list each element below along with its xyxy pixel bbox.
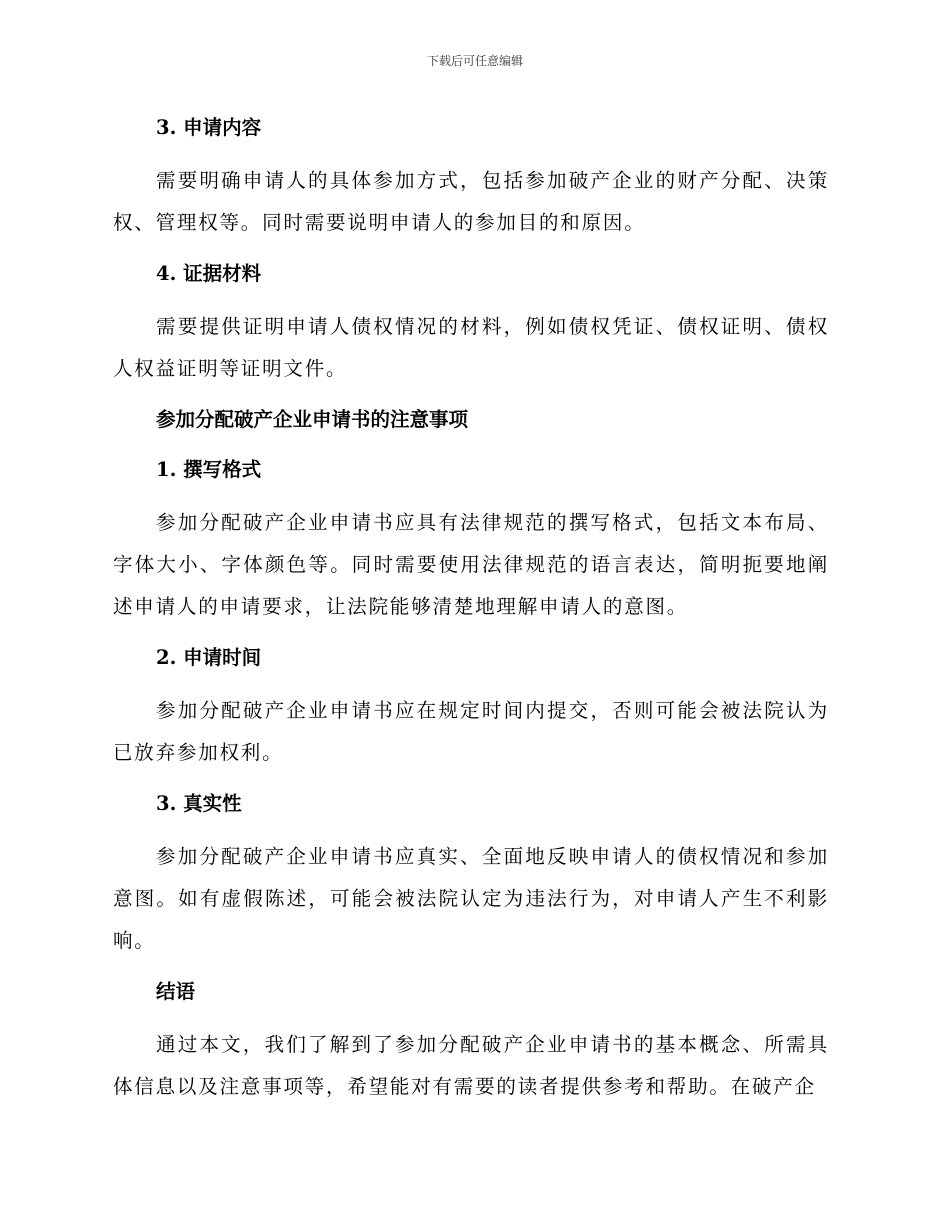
paragraph-authenticity: 参加分配破产企业申请书应真实、全面地反映申请人的债权情况和参加意图。如有虚假陈述，可能会被法院认定为违法行为，对申请人产生不利影响。	[113, 845, 829, 952]
page-header: 下载后可任意编辑	[426, 54, 523, 68]
section-heading-evidence: 4. 证据材料	[156, 262, 262, 285]
paragraph-conclusion: 通过本文，我们了解到了参加分配破产企业申请书的基本概念、所需具体信息以及注意事项等，希望能对有需要的读者提供参考和帮助。在破产企	[113, 1033, 829, 1098]
section-heading-timing: 2. 申请时间	[156, 646, 262, 669]
paragraph-format: 参加分配破产企业申请书应具有法律规范的撰写格式，包括文本布局、字体大小、字体颜色等。同时需要使用法律规范的语言表达，简明扼要地阐述申请人的申请要求，让法院能够清楚地理解申请人的意图。	[113, 511, 829, 618]
section-heading-format: 1. 撰写格式	[156, 458, 262, 481]
section-heading-notes: 参加分配破产企业申请书的注意事项	[156, 408, 469, 431]
document-body	[113, 108, 829, 1108]
section-heading-application-content: 3. 申请内容	[156, 116, 262, 139]
section-heading-authenticity: 3. 真实性	[156, 792, 242, 815]
section-heading-conclusion: 结语	[156, 980, 196, 1003]
paragraph-evidence: 需要提供证明申请人债权情况的材料，例如债权凭证、债权证明、债权人权益证明等证明文件。	[113, 315, 829, 380]
paragraph-application-content: 需要明确申请人的具体参加方式，包括参加破产企业的财产分配、决策权、管理权等。同时需要说明申请人的参加目的和原因。	[113, 169, 829, 234]
paragraph-timing: 参加分配破产企业申请书应在规定时间内提交，否则可能会被法院认为已放弃参加权利。	[113, 699, 829, 764]
